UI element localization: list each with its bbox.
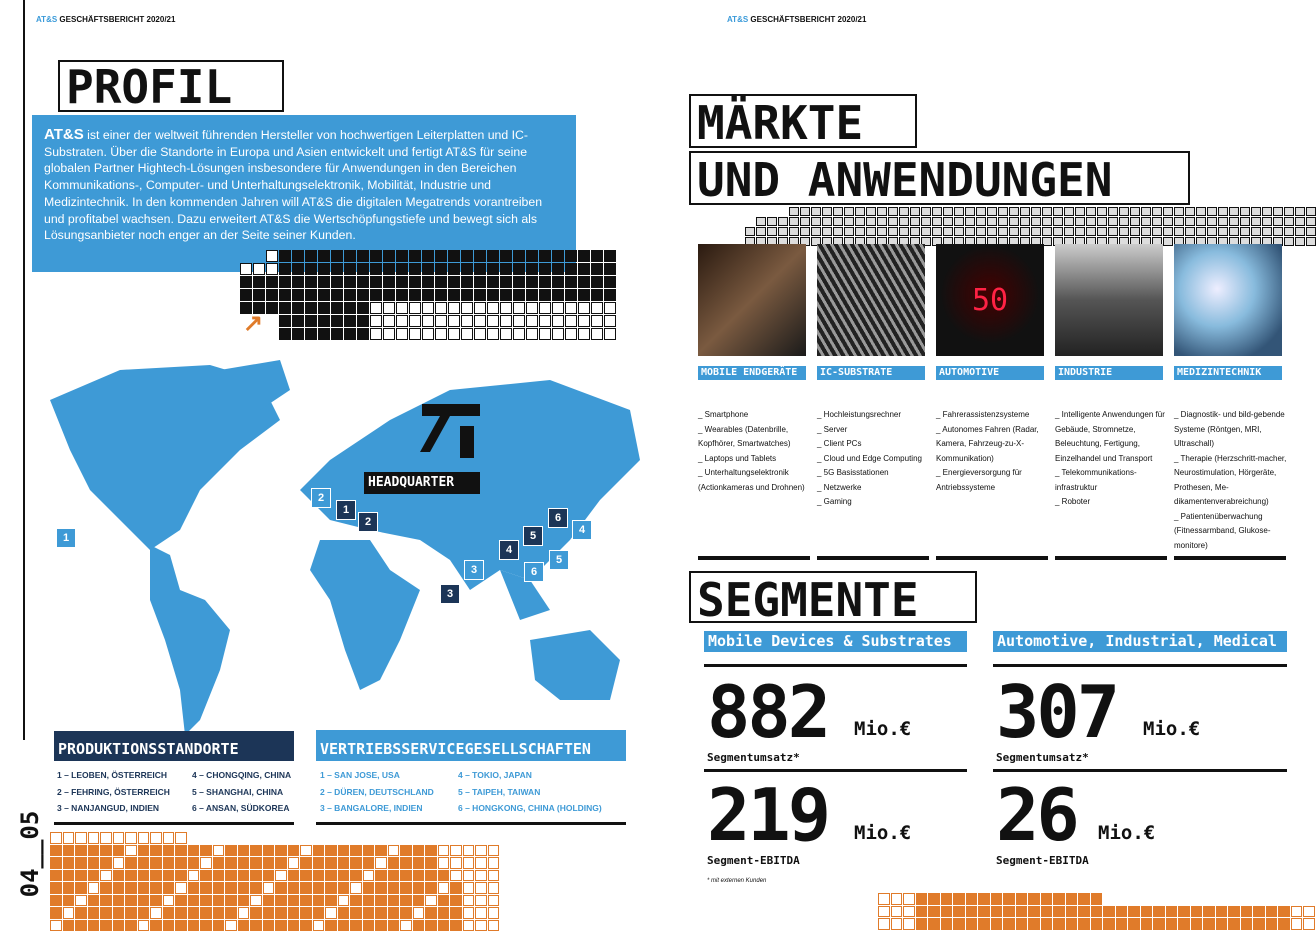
legend-item: 4 – TOKIO, JAPAN	[458, 770, 532, 780]
unit: Mio.€	[854, 718, 912, 740]
title-line-2: UND ANWENDUNGEN	[689, 151, 1190, 205]
list-item: _ Gaming	[817, 497, 852, 506]
list-item: _ Diagnostik- und bild-gebende Systeme (Röntgen, MRI, Ultraschall)	[1174, 410, 1285, 448]
production-title: PRODUKTIONSSTANDORTE	[54, 731, 294, 761]
divider	[993, 769, 1287, 772]
category-list	[936, 408, 1050, 495]
production-marker[interactable]: 4	[499, 540, 519, 560]
title-line-1: MÄRKTE	[689, 94, 917, 148]
unit: Mio.€	[1143, 718, 1201, 740]
legend-item: 5 – TAIPEH, TAIWAN	[458, 786, 541, 797]
intro-brand: AT&S	[44, 126, 84, 143]
ebitda-label: Segment-EBITDA	[707, 854, 800, 867]
sales-list	[320, 767, 434, 817]
divider	[704, 664, 967, 667]
decorative-grey-grid	[745, 207, 1316, 246]
production-list	[57, 767, 170, 817]
headquarter-label: HEADQUARTER	[364, 472, 480, 494]
ats-logo-small-icon: ↗	[243, 310, 264, 337]
production-marker[interactable]: 2	[358, 512, 378, 532]
intro-text: ist einer der weltweit führenden Hersteller von hochwertigen Leiterplatten und IC-Substraten. Über die Standorte in Europa und Asien entwickelt und fertigt AT&S für seine globalen Partner Hightech-Lösungen insbesondere für Anwendungen in den Bereichen Kommunikations-, Computer- und Unterhaltungselektronik, Mobilität, Industrie und Medizintechnik. In den kommenden Jahren will AT&S die digitalen Megatrends vorantreiben und profitabel wachsen. Dazu erweitert AT&S die Wertschöpfungstiefe und bewegt sich als Lösungsanbieter noch enger an der Seite seiner Kunden.	[44, 128, 543, 243]
list-item: _ Server	[817, 424, 848, 434]
list-item: _ Autonomes Fahren (Radar, Kamera, Fahrzeug-zu-X-Kommunikation)	[936, 424, 1039, 463]
intro-box	[32, 115, 576, 272]
list-item: _ Therapie (Herzschritt-macher, Neurostimulation, Hörgeräte, Prothesen, Me-dikamentenverabreichung)	[1174, 453, 1287, 506]
segment-revenue: 882	[707, 670, 829, 754]
segment-revenue: 307	[996, 670, 1118, 754]
legend-item: 1 – SAN JOSE, USA	[320, 770, 400, 780]
category-list	[1174, 408, 1288, 553]
decorative-grid	[240, 250, 616, 340]
production-list	[192, 767, 291, 817]
production-marker[interactable]: 3	[440, 584, 460, 604]
page-title: PROFIL	[58, 60, 284, 112]
sales-marker[interactable]: 1	[56, 528, 76, 548]
sales-marker[interactable]: 2	[311, 488, 331, 508]
list-item: _ Wearables (Datenbrille, Kopfhörer, Smartwatches)	[698, 424, 791, 448]
segments-title: SEGMENTE	[689, 571, 977, 623]
list-item: _ Unterhaltungselektronik (Actionkameras und Drohnen)	[698, 468, 805, 492]
list-item: _ Fahrerassistenzsysteme	[936, 410, 1030, 419]
segment-ebitda: 26	[996, 773, 1077, 857]
legend-item: 6 – HONGKONG, CHINA (HOLDING)	[458, 803, 602, 813]
ats-logo-icon	[420, 402, 484, 460]
legend-item: 5 – SHANGHAI, CHINA	[192, 786, 284, 797]
sales-marker[interactable]: 4	[572, 520, 592, 540]
list-item: _ Hochleistungsrechner	[817, 410, 902, 419]
legend-item: 3 – NANJANGUD, INDIEN	[57, 803, 160, 813]
divider	[1174, 556, 1286, 560]
legend-item: 3 – BANGALORE, INDIEN	[320, 803, 423, 813]
unit: Mio.€	[854, 822, 912, 844]
decorative-orange-grid	[50, 832, 499, 931]
industrie-image	[1055, 244, 1163, 356]
sales-marker[interactable]: 3	[464, 560, 484, 580]
divider	[993, 664, 1287, 667]
list-item: _ Intelligente Anwendungen für Gebäude, Stromnetze, Beleuchtung, Fertigung, Einzelhandel und Transport	[1055, 410, 1165, 463]
list-item: _ Laptops und Tablets	[698, 453, 777, 463]
right-header	[727, 15, 866, 24]
list-item: _ Cloud und Edge Computing	[817, 453, 922, 463]
footnote: * mit externen Kunden	[707, 878, 767, 884]
sales-title: VERTRIEBSSERVICEGESELLSCHAFTEN	[316, 730, 626, 761]
header-brand: AT&S	[727, 15, 749, 24]
left-header	[36, 15, 175, 24]
category-label: MEDIZINTECHNIK	[1174, 366, 1282, 380]
decorative-orange-grid	[878, 893, 1316, 930]
list-item: _ Netzwerke	[817, 482, 862, 492]
medizintechnik-image	[1174, 244, 1282, 356]
legend-item: 2 – FEHRING, ÖSTERREICH	[57, 786, 170, 797]
list-item: _ Energieversorgung für Antriebssysteme	[936, 468, 1022, 492]
category-label: INDUSTRIE	[1055, 366, 1163, 380]
header-text: GESCHÄFTSBERICHT 2020/21	[750, 15, 867, 24]
page-margin-line	[23, 0, 25, 740]
category-label: AUTOMOTIVE	[936, 366, 1044, 380]
list-item: _ Smartphone	[698, 410, 749, 419]
legend-item: 1 – LEOBEN, ÖSTERREICH	[57, 770, 168, 780]
list-item: _ Roboter	[1055, 497, 1091, 506]
revenue-label: Segmentumsatz*	[707, 751, 800, 764]
production-marker[interactable]: 5	[523, 526, 543, 546]
category-list	[698, 408, 812, 495]
production-marker[interactable]: 1	[336, 500, 356, 520]
list-item: _ Telekommunikations-infrastruktur	[1055, 468, 1137, 492]
divider	[936, 556, 1048, 560]
divider	[704, 769, 967, 772]
legend-item: 2 – DÜREN, DEUTSCHLAND	[320, 786, 434, 797]
legend-item: 4 – CHONGQING, CHINA	[192, 770, 292, 780]
unit: Mio.€	[1098, 822, 1156, 844]
sales-marker[interactable]: 6	[524, 562, 544, 582]
header-brand: AT&S	[36, 15, 58, 24]
segment-ebitda: 219	[707, 773, 829, 857]
legend-item: 6 – ANSAN, SÜDKOREA	[192, 803, 290, 813]
production-marker[interactable]: 6	[548, 508, 568, 528]
list-item: _ 5G Basisstationen	[817, 468, 889, 477]
list-item: _ Client PCs	[817, 439, 862, 448]
automotive-dashboard-image: 50	[936, 244, 1044, 356]
divider	[54, 822, 294, 825]
divider	[1055, 556, 1167, 560]
divider	[316, 822, 626, 825]
category-label: MOBILE ENDGERÄTE	[698, 366, 806, 380]
sales-marker[interactable]: 5	[549, 550, 569, 570]
category-list	[1055, 408, 1169, 510]
segment-label: Mobile Devices & Substrates	[704, 631, 967, 652]
segment-label: Automotive, Industrial, Medical	[993, 631, 1287, 652]
page-numbers: 04__05	[16, 784, 44, 924]
list-item: _ Patientenüberwachung (Fitnessarmband, Glukose-monitore)	[1174, 511, 1271, 550]
sales-list	[458, 767, 602, 817]
category-list	[817, 408, 931, 510]
smartphone-image	[698, 244, 806, 356]
divider	[698, 556, 810, 560]
header-text: GESCHÄFTSBERICHT 2020/21	[59, 15, 176, 24]
revenue-label: Segmentumsatz*	[996, 751, 1089, 764]
ebitda-label: Segment-EBITDA	[996, 854, 1089, 867]
category-label: IC-SUBSTRATE	[817, 366, 925, 380]
divider	[817, 556, 929, 560]
world-map	[30, 340, 670, 740]
ic-substrate-image	[817, 244, 925, 356]
